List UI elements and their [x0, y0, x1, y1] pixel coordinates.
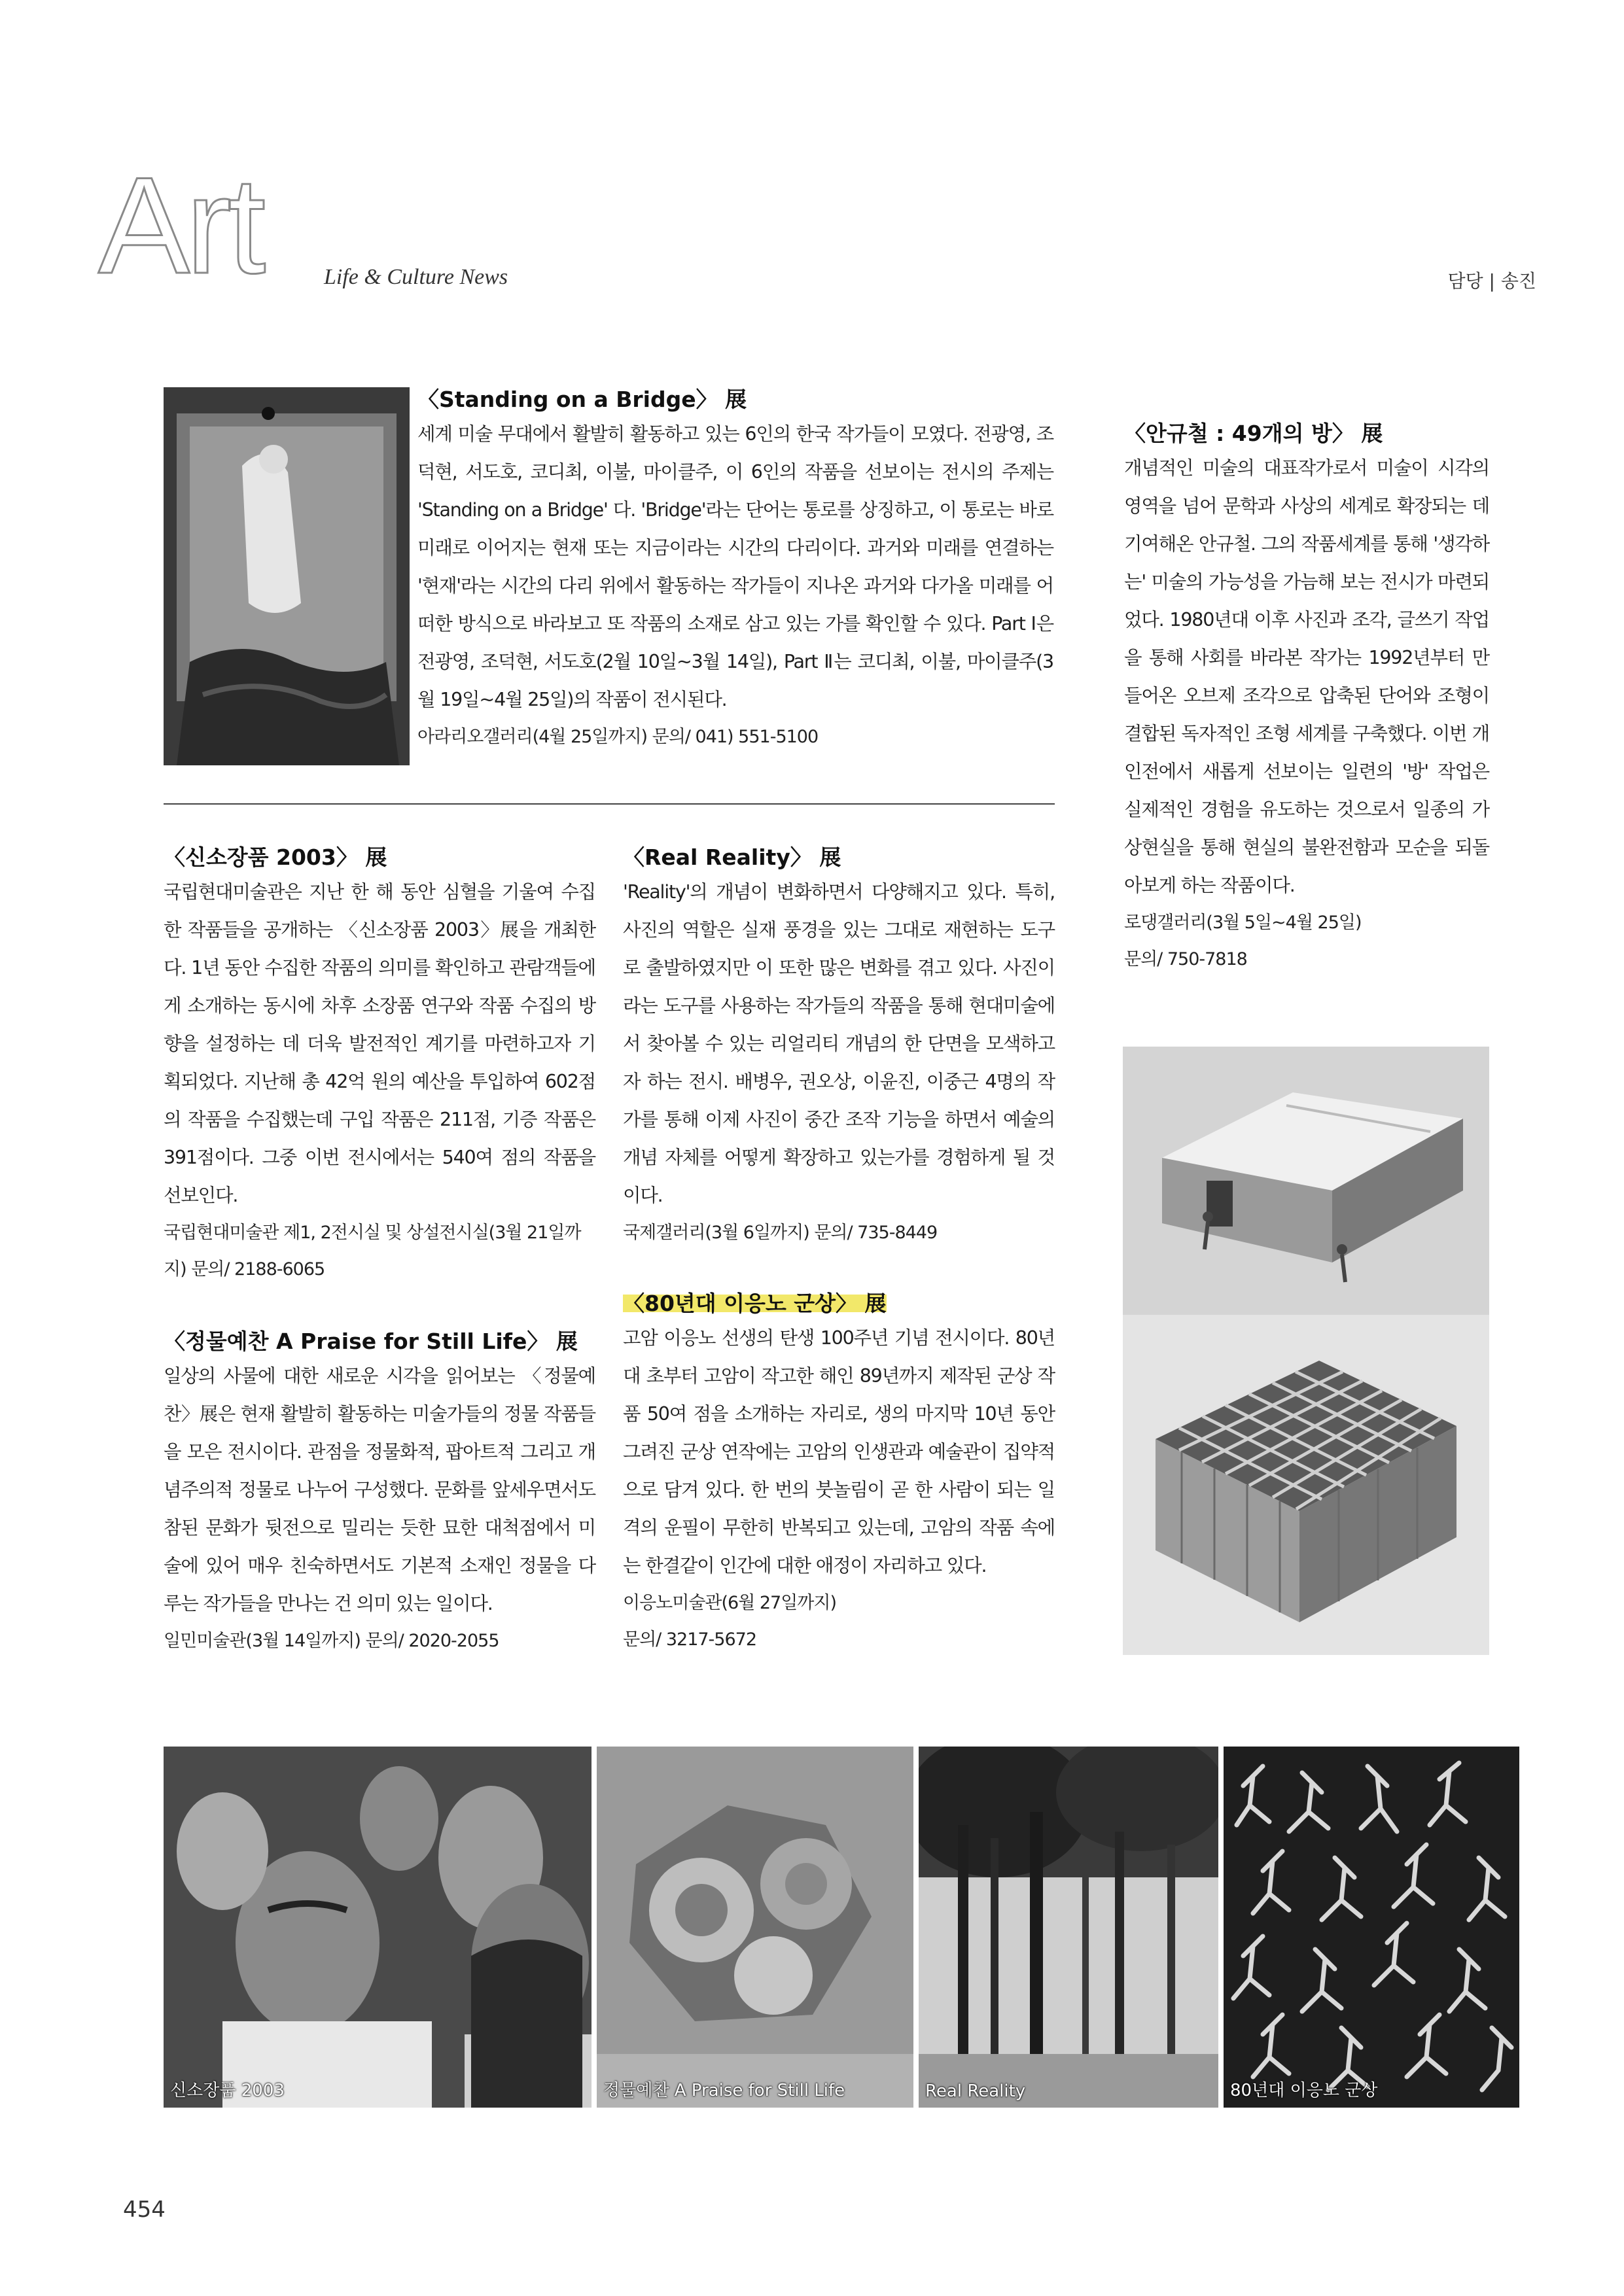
article-shinso-info: 국립현대미술관 제1, 2전시실 및 상설전시실(3월 21일까지) 문의/ 2188-6065 [164, 1222, 581, 1279]
gallery-caption-shinso: 신소장품 2003 [170, 2081, 285, 2100]
ahn-photo-room-art [1123, 1047, 1489, 1315]
article-ahn-contact: 문의/ 750-7818 [1124, 948, 1247, 969]
article-still [164, 1328, 595, 1660]
article-shinso-title: 〈신소장품 2003〉 展 [164, 844, 387, 870]
gallery-photo-real [919, 1747, 1218, 2108]
gallery-photo-shinso [164, 1747, 591, 2108]
editor-credit: 담당 | 송진 [1447, 270, 1536, 292]
article-real-title: 〈Real Reality〉 展 [623, 844, 841, 870]
article-leeungno-contact: 문의/ 3217-5672 [623, 1629, 757, 1650]
article-leeungno-venue: 이응노미술관(6월 27일까지) [623, 1592, 837, 1613]
article-shinso-body: 국립현대미술관은 지난 한 해 동안 심혈을 기울여 수집한 작품들을 공개하는 〈신소장품 2003〉展을 개최한다. 1년 동안 수집한 작품의 의미를 확인하고 관람객들에게 소개하는 동시에 차후 소장품 연구와 작품 수집의 방향을 설정하는 데 더욱 발전적인 계기를 마련하고자 기획되었다. 지난해 총 42억 원의 예산을 투입하여 602점의 작품을 수집했는데 구입 작품은 211점, 기증 작품은 391점이다. 그중 이번 전시에서는 540여 점의 작품을 선보인다. [164, 880, 595, 1206]
article-ahn-body: 개념적인 미술의 대표작가로서 미술이 시각의 영역을 넘어 문학과 사상의 세계로 확장되는 데 기여해온 안규철. 그의 작품세계를 통해 '생각하는' 미술의 가능성을 가늠해 보는 전시가 마련되었다. 1980년대 이후 사진과 조각, 글쓰기 작업을 통해 사회를 바라본 작가는 1992년부터 만들어온 오브제 조각으로 압축된 단어와 조형이 결합된 독자적인 조형 세계를 구축했다. 이번 개인전에서 새롭게 선보이는 일련의 '방' 작업은 실제적인 경험을 유도하는 것으로서 일종의 가상현실을 통해 현실의 불완전함과 모순을 되돌아보게 하는 작품이다. [1124, 457, 1489, 896]
bridge-photo [164, 387, 410, 765]
article-ahn-info [1124, 905, 1489, 978]
ahn-photo-grid-art [1123, 1315, 1489, 1655]
article-still-title: 〈정물예찬 A Praise for Still Life〉 展 [164, 1329, 578, 1354]
gallery-photo-shinso-art [164, 1747, 591, 2108]
gallery-photo-leeungno-art [1224, 1747, 1519, 2108]
gallery-photo-leeungno [1224, 1747, 1519, 2108]
gallery-caption-leeungno: 80년대 이응노 군상 [1230, 2081, 1378, 2100]
article-real-body: 'Reality'의 개념이 변화하면서 다양해지고 있다. 특히, 사진의 역할은 실재 풍경을 있는 그대로 재현하는 도구로 출발하였지만 이 또한 많은 변화를 겪고 있다. 사진이라는 도구를 사용하는 작가들의 작품을 통해 현대미술에서 찾아볼 수 있는 리얼리티 개념의 한 단면을 모색하고자 하는 전시. 배병우, 권오상, 이윤진, 이중근 4명의 작가를 통해 이제 사진이 중간 조작 기능을 하면서 예술의 개념 자체를 어떻게 확장하고 있는가를 경험하게 될 것이다. [623, 880, 1055, 1206]
gallery-caption-real: Real Reality [925, 2081, 1026, 2101]
ahn-photo-room [1123, 1047, 1489, 1315]
article-shinso [164, 844, 595, 1288]
article-ahn [1124, 420, 1489, 978]
article-bridge [417, 386, 1053, 756]
article-real [623, 844, 1055, 1251]
page-number: 454 [123, 2197, 166, 2223]
article-still-body: 일상의 사물에 대한 새로운 시각을 읽어보는 〈정물예찬〉展은 현재 활발히 활동하는 미술가들의 정물 작품들을 모은 전시이다. 관점을 정물화적, 팝아트적 그리고 개념주의적 정물로 나누어 구성했다. 문화를 앞세우면서도 참된 문화가 뒷전으로 밀리는 듯한 묘한 대척점에서 미술에 있어 매우 친숙하면서도 기본적 소재인 정물을 다루는 작가들을 만나는 건 의미 있는 일이다. [164, 1365, 595, 1614]
article-bridge-title: 〈Standing on a Bridge〉 展 [417, 387, 747, 412]
article-leeungno-info [623, 1585, 1055, 1658]
divider [164, 803, 1055, 805]
bridge-photo-art [164, 387, 410, 765]
article-ahn-venue: 로댕갤러리(3월 5일~4월 25일) [1124, 912, 1362, 933]
article-still-info: 일민미술관(3월 14일까지) 문의/ 2020-2055 [164, 1630, 499, 1651]
article-leeungno-title [623, 1290, 1055, 1318]
article-leeungno-title-text: 〈80년대 이응노 군상〉 展 [623, 1291, 887, 1316]
article-bridge-body: 세계 미술 무대에서 활발히 활동하고 있는 6인의 한국 작가들이 모였다. 전광영, 조덕현, 서도호, 코디최, 이불, 마이클주, 이 6인의 작품을 선보이는 전시의 주제는 'Standing on a Bridge' 다. 'Bridge'라는 단어는 통로를 상징하고, 이 통로는 바로 미래로 이어지는 현재 또는 지금이라는 시간의 다리이다. 과거와 미래를 연결하는 '현재'라는 시간의 다리 위에서 활동하는 작가들이 지나온 과거와 다가올 미래를 어떠한 방식으로 바라보고 또 작품의 소재로 삼고 있는 가를 확인할 수 있다. Part Ⅰ은 전광영, 조덕현, 서도호(2월 10일~3월 14일), Part Ⅱ는 코디최, 이불, 마이클주(3월 19일~4월 25일)의 작품이 전시된다. [417, 423, 1053, 710]
ahn-photo-grid [1123, 1315, 1489, 1655]
gallery-photo-still [597, 1747, 913, 2108]
section-subtitle: Life & Culture News [324, 265, 508, 289]
section-title: Art [98, 148, 262, 302]
article-ahn-title: 〈안규철 : 49개의 방〉 展 [1124, 421, 1383, 446]
gallery-photo-still-art [597, 1747, 913, 2108]
article-leeungno-body: 고암 이응노 선생의 탄생 100주년 기념 전시이다. 80년대 초부터 고암이 작고한 해인 89년까지 제작된 군상 작품 50여 점을 소개하는 자리로, 생의 마지막 10년 동안 그려진 군상 연작에는 고암의 인생관과 예술관이 집약적으로 담겨 있다. 한 번의 붓놀림이 곧 한 사람이 되는 일격의 운필이 무한히 반복되고 있는데, 고암의 작품 속에는 한결같이 인간에 대한 애정이 자리하고 있다. [623, 1327, 1055, 1576]
gallery-photo-real-art [919, 1747, 1218, 2108]
article-real-info: 국제갤러리(3월 6일까지) 문의/ 735-8449 [623, 1222, 938, 1243]
article-leeungno [623, 1290, 1055, 1658]
gallery-caption-still: 정물예찬 A Praise for Still Life [603, 2081, 845, 2100]
article-bridge-info: 아라리오갤러리(4월 25일까지) 문의/ 041) 551-5100 [417, 726, 819, 747]
